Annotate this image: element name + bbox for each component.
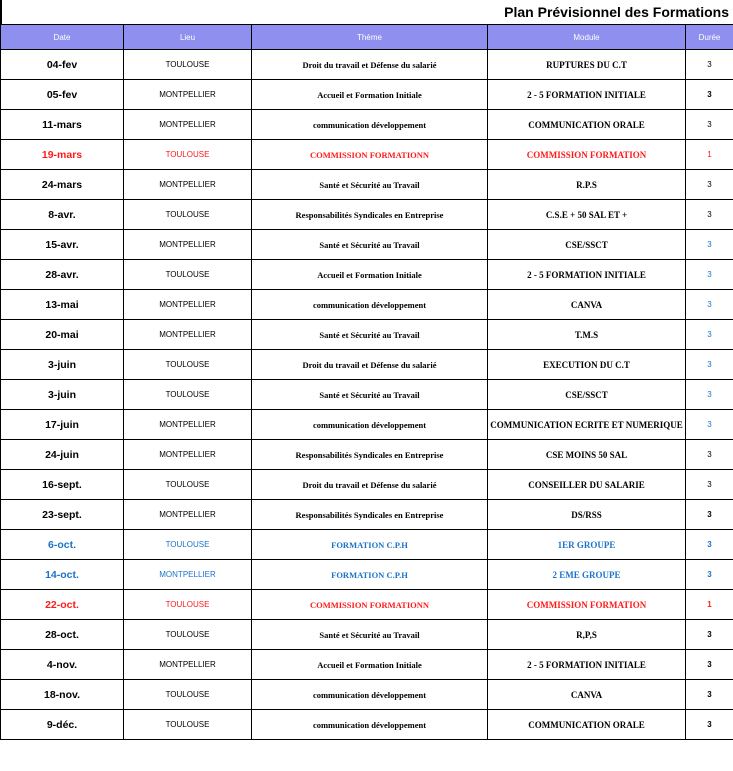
cell-theme[interactable]: Responsabilités Syndicales en Entreprise (252, 440, 488, 470)
table-row (1, 80, 733, 110)
cell-duree[interactable]: 3 (686, 470, 733, 500)
table-row (1, 590, 733, 620)
cell-duree[interactable]: 3 (686, 380, 733, 410)
cell-theme[interactable]: Droit du travail et Défense du salarié (252, 470, 488, 500)
table-row (1, 230, 733, 260)
cell-module[interactable]: COMMUNICATION ORALE (488, 110, 686, 140)
table-row (1, 710, 733, 740)
table-row (1, 380, 733, 410)
table-row (1, 500, 733, 530)
cell-date[interactable]: 05-fev (1, 80, 124, 110)
cell-theme[interactable]: COMMISSION FORMATIONN (252, 140, 488, 170)
cell-lieu[interactable]: TOULOUSE (124, 260, 252, 290)
cell-theme[interactable]: Responsabilités Syndicales en Entreprise (252, 500, 488, 530)
cell-module[interactable]: COMMISSION FORMATION (488, 590, 686, 620)
cell-module[interactable]: CANVA (488, 290, 686, 320)
table-row (1, 560, 733, 590)
page-title: Plan Prévisionnel des Formations (504, 4, 729, 20)
cell-theme[interactable]: communication développement (252, 680, 488, 710)
cell-module[interactable]: R,P,S (488, 620, 686, 650)
cell-duree[interactable]: 3 (686, 200, 733, 230)
cell-theme[interactable]: COMMISSION FORMATIONN (252, 590, 488, 620)
cell-date[interactable]: 17-juin (1, 410, 124, 440)
cell-module[interactable]: COMMISSION FORMATION (488, 140, 686, 170)
cell-theme[interactable]: communication développement (252, 710, 488, 740)
cell-lieu[interactable]: TOULOUSE (124, 710, 252, 740)
table-row (1, 650, 733, 680)
cell-lieu[interactable]: MONTPELLIER (124, 230, 252, 260)
cell-lieu[interactable]: TOULOUSE (124, 200, 252, 230)
cell-date[interactable]: 24-mars (1, 170, 124, 200)
table-row (1, 620, 733, 650)
column-header-date[interactable]: Date (1, 25, 124, 50)
cell-duree[interactable]: 3 (686, 50, 733, 80)
cell-duree[interactable]: 3 (686, 680, 733, 710)
table-row (1, 410, 733, 440)
table-row (1, 680, 733, 710)
cell-theme[interactable]: Responsabilités Syndicales en Entreprise (252, 200, 488, 230)
cell-duree[interactable]: 3 (686, 530, 733, 560)
cell-date[interactable]: 14-oct. (1, 560, 124, 590)
cell-date[interactable]: 13-mai (1, 290, 124, 320)
table-row (1, 170, 733, 200)
cell-duree[interactable]: 3 (686, 290, 733, 320)
cell-date[interactable]: 24-juin (1, 440, 124, 470)
cell-lieu[interactable]: TOULOUSE (124, 590, 252, 620)
cell-duree[interactable]: 3 (686, 500, 733, 530)
cell-lieu[interactable]: MONTPELLIER (124, 650, 252, 680)
table-row (1, 140, 733, 170)
cell-module[interactable]: 1ER GROUPE (488, 530, 686, 560)
cell-lieu[interactable]: MONTPELLIER (124, 410, 252, 440)
cell-module[interactable]: RUPTURES DU C.T (488, 50, 686, 80)
cell-duree[interactable]: 3 (686, 80, 733, 110)
cell-theme[interactable]: communication développement (252, 410, 488, 440)
cell-duree[interactable]: 3 (686, 440, 733, 470)
cell-module[interactable]: T.M.S (488, 320, 686, 350)
cell-lieu[interactable]: MONTPELLIER (124, 440, 252, 470)
column-header-theme[interactable]: Thème (252, 25, 488, 50)
cell-theme[interactable]: Santé et Sécurité au Travail (252, 170, 488, 200)
table-row (1, 320, 733, 350)
cell-date[interactable]: 11-mars (1, 110, 124, 140)
column-header-lieu[interactable]: Lieu (124, 25, 252, 50)
cell-module[interactable]: CSE/SSCT (488, 230, 686, 260)
cell-module[interactable]: 2 - 5 FORMATION INITIALE (488, 650, 686, 680)
cell-duree[interactable]: 3 (686, 320, 733, 350)
cell-date[interactable]: 3-juin (1, 380, 124, 410)
cell-module[interactable]: 2 - 5 FORMATION INITIALE (488, 80, 686, 110)
cell-theme[interactable]: communication développement (252, 110, 488, 140)
cell-module[interactable]: CANVA (488, 680, 686, 710)
cell-duree[interactable]: 3 (686, 410, 733, 440)
cell-date[interactable]: 15-avr. (1, 230, 124, 260)
cell-module[interactable]: R.P.S (488, 170, 686, 200)
cell-theme[interactable]: Santé et Sécurité au Travail (252, 230, 488, 260)
cell-theme[interactable]: Accueil et Formation Initiale (252, 260, 488, 290)
table-row (1, 110, 733, 140)
cell-module[interactable]: CSE/SSCT (488, 380, 686, 410)
cell-duree[interactable]: 1 (686, 140, 733, 170)
cell-duree[interactable]: 3 (686, 110, 733, 140)
cell-lieu[interactable]: MONTPELLIER (124, 170, 252, 200)
cell-theme[interactable]: FORMATION C.P.H (252, 530, 488, 560)
table-row (1, 290, 733, 320)
cell-theme[interactable]: communication développement (252, 290, 488, 320)
cell-duree[interactable]: 1 (686, 590, 733, 620)
cell-theme[interactable]: Droit du travail et Défense du salarié (252, 50, 488, 80)
cell-lieu[interactable]: TOULOUSE (124, 470, 252, 500)
table-row (1, 440, 733, 470)
cell-duree[interactable]: 3 (686, 350, 733, 380)
cell-lieu[interactable]: TOULOUSE (124, 680, 252, 710)
cell-date[interactable]: 28-avr. (1, 260, 124, 290)
cell-module[interactable]: 2 - 5 FORMATION INITIALE (488, 260, 686, 290)
cell-date[interactable]: 20-mai (1, 320, 124, 350)
cell-date[interactable]: 23-sept. (1, 500, 124, 530)
cell-lieu[interactable]: TOULOUSE (124, 50, 252, 80)
table-row (1, 350, 733, 380)
cell-module[interactable]: EXECUTION DU C.T (488, 350, 686, 380)
cell-date[interactable]: 16-sept. (1, 470, 124, 500)
cell-duree[interactable]: 3 (686, 560, 733, 590)
cell-duree[interactable]: 3 (686, 230, 733, 260)
cell-theme[interactable]: FORMATION C.P.H (252, 560, 488, 590)
cell-duree[interactable]: 3 (686, 260, 733, 290)
cell-date[interactable]: 8-avr. (1, 200, 124, 230)
cell-module[interactable]: DS/RSS (488, 500, 686, 530)
table-row (1, 470, 733, 500)
table-row (1, 200, 733, 230)
cell-lieu[interactable]: MONTPELLIER (124, 290, 252, 320)
cell-lieu[interactable]: MONTPELLIER (124, 560, 252, 590)
cell-date[interactable]: 28-oct. (1, 620, 124, 650)
cell-module[interactable]: CONSEILLER DU SALARIE (488, 470, 686, 500)
cell-lieu[interactable]: MONTPELLIER (124, 80, 252, 110)
cell-date[interactable]: 04-fev (1, 50, 124, 80)
cell-lieu[interactable]: MONTPELLIER (124, 320, 252, 350)
cell-theme[interactable]: Accueil et Formation Initiale (252, 80, 488, 110)
cell-date[interactable]: 9-déc. (1, 710, 124, 740)
cell-theme[interactable]: Accueil et Formation Initiale (252, 650, 488, 680)
cell-theme[interactable]: Santé et Sécurité au Travail (252, 320, 488, 350)
cell-duree[interactable]: 3 (686, 650, 733, 680)
cell-module[interactable]: C.S.E + 50 SAL ET + (488, 200, 686, 230)
table-row (1, 530, 733, 560)
table-row (1, 50, 733, 80)
cell-module[interactable]: COMMUNICATION ORALE (488, 710, 686, 740)
cell-lieu[interactable]: TOULOUSE (124, 140, 252, 170)
cell-date[interactable]: 22-oct. (1, 590, 124, 620)
cell-duree[interactable]: 3 (686, 170, 733, 200)
sheet-border (0, 0, 2, 26)
cell-theme[interactable]: Santé et Sécurité au Travail (252, 380, 488, 410)
cell-lieu[interactable]: TOULOUSE (124, 530, 252, 560)
cell-date[interactable]: 3-juin (1, 350, 124, 380)
cell-lieu[interactable]: TOULOUSE (124, 380, 252, 410)
cell-theme[interactable]: Droit du travail et Défense du salarié (252, 350, 488, 380)
cell-module[interactable]: CSE MOINS 50 SAL (488, 440, 686, 470)
table-body (1, 50, 733, 740)
cell-duree[interactable]: 3 (686, 620, 733, 650)
column-header-duree[interactable]: Durée (686, 25, 733, 50)
cell-date[interactable]: 6-oct. (1, 530, 124, 560)
cell-lieu[interactable]: MONTPELLIER (124, 500, 252, 530)
cell-date[interactable]: 4-nov. (1, 650, 124, 680)
cell-lieu[interactable]: TOULOUSE (124, 620, 252, 650)
cell-lieu[interactable]: MONTPELLIER (124, 110, 252, 140)
table-header-row (1, 25, 733, 50)
cell-duree[interactable]: 3 (686, 710, 733, 740)
cell-date[interactable]: 19-mars (1, 140, 124, 170)
column-header-module[interactable]: Module (488, 25, 686, 50)
cell-theme[interactable]: Santé et Sécurité au Travail (252, 620, 488, 650)
cell-module[interactable]: COMMUNICATION ECRITE ET NUMERIQUE (488, 410, 686, 440)
cell-module[interactable]: 2 EME GROUPE (488, 560, 686, 590)
cell-date[interactable]: 18-nov. (1, 680, 124, 710)
cell-lieu[interactable]: TOULOUSE (124, 350, 252, 380)
formations-table (0, 24, 733, 740)
table-row (1, 260, 733, 290)
